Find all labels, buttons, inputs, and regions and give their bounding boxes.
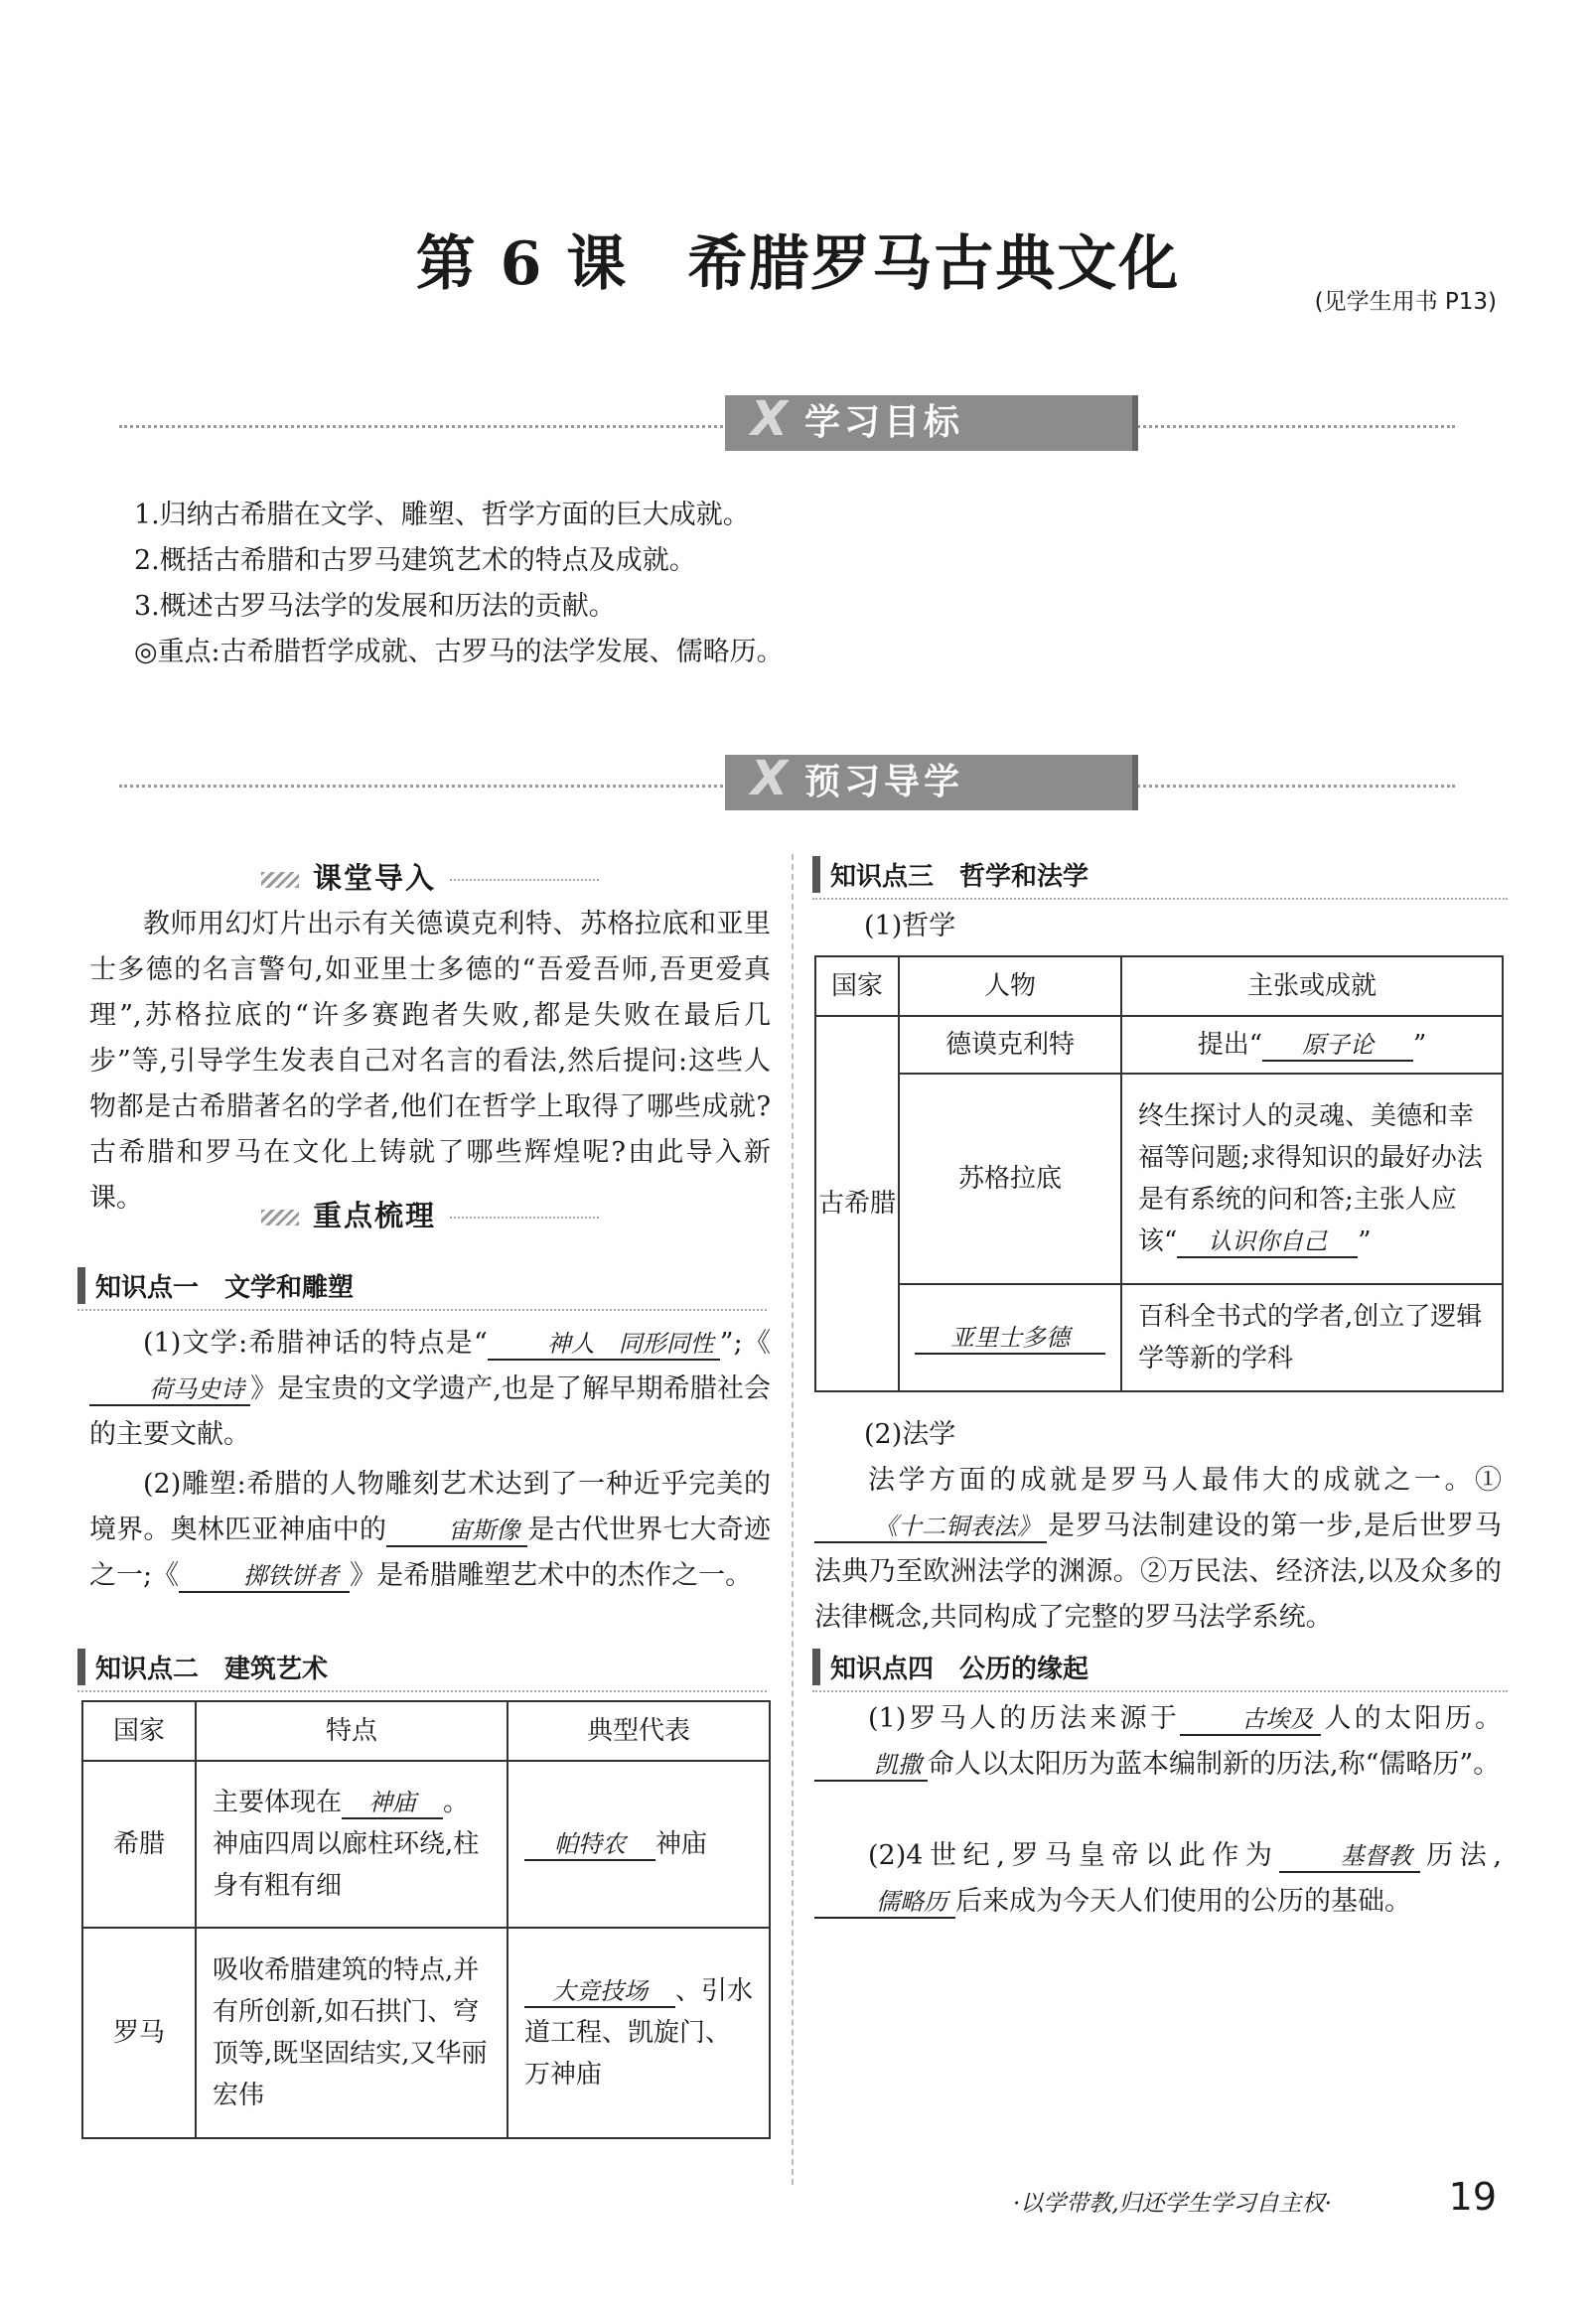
kp3-divider	[812, 898, 1508, 900]
answer-blank: 儒略历	[814, 1887, 955, 1919]
person-aristotle	[899, 1284, 1121, 1391]
law-text: 法学方面的成就是罗马人最伟大的成就之一。①《十二铜表法》 是罗马法制建设的第一步,是后世罗马法典乃至欧洲法学的渊源。②万民法、经济法,以及众多的法律概念,共同构成了完整的罗马法学系统。	[814, 1465, 1502, 1633]
header-achievement: 主张或成就	[1121, 956, 1503, 1016]
header-country: 国家	[82, 1701, 196, 1761]
banner-label: 学习目标	[804, 402, 964, 443]
kp3-heading: 知识点三 哲学和法学	[812, 856, 1088, 893]
greece-feature: 主要体现在 神庙 。神庙四周以廊柱环绕,柱身有粗有细	[196, 1761, 508, 1928]
achievement-democritus: 提出“ 原子论 ”	[1121, 1016, 1503, 1074]
achievement-aristotle: 百科全书式的学者,创立了逻辑学等新的学科	[1121, 1284, 1503, 1391]
header-country: 国家	[815, 956, 899, 1016]
lesson-title: 希腊罗马古典文化	[687, 229, 1181, 299]
kp4-heading: 知识点四 公历的缘起	[812, 1649, 1088, 1685]
answer-blank: 《十二铜表法》	[814, 1512, 1047, 1543]
banner-label: 预习导学	[804, 762, 964, 802]
answer-blank: 凯撒	[814, 1750, 928, 1782]
kp4-calendar-adoption: (2)4世纪,罗马皇帝以此作为 基督教 历法,儒略历 后来成为今天人们使用的公历的基础。	[814, 1833, 1502, 1925]
x-emblem-icon: X	[751, 391, 793, 447]
achievement-socrates: 终生探讨人的灵魂、美德和幸福等问题;求得知识的最好办法是有系统的问和答;主张人应该“ 认识你自己 ”	[1121, 1074, 1503, 1284]
answer-blank: 基督教	[1279, 1841, 1420, 1873]
answer-blank: 亚里士多德	[915, 1323, 1105, 1355]
key-emphasis: ◎重点:古希腊哲学成就、古罗马的法学发展、儒略历。	[134, 637, 784, 667]
key-points-heading: 重点梳理	[89, 1194, 771, 1234]
intro-heading: 课堂导入	[89, 856, 771, 897]
architecture-table	[81, 1700, 771, 2139]
answer-blank: 大竞技场	[524, 1976, 675, 2008]
header-representative: 典型代表	[508, 1701, 770, 1761]
answer-blank: 神庙	[342, 1788, 443, 1819]
answer-blank: 宙斯像	[386, 1515, 527, 1547]
philosophy-subheading: (1)哲学	[864, 911, 956, 941]
kp2-divider	[77, 1690, 767, 1692]
intro-text: 教师用幻灯片出示有关德谟克利特、苏格拉底和亚里士多德的名言警句,如亚里士多德的“吾爱吾师,吾更爱真理”,苏格拉底的“许多赛跑者失败,都是失败在最后几步”等,引导学生发表自己对名言的看法,然后提问:这些人物都是古希腊著名的学者,他们在哲学上取得了哪些成就?古希腊和罗马在文化上铸就了哪些辉煌呢?由此导入新课。	[89, 909, 771, 1214]
footer-motto: ·以学带教,归还学生学习自主权·	[1013, 2191, 1332, 2217]
kp1-sculpture: (2)雕塑:希腊的人物雕刻艺术达到了一种近乎完美的境界。奥林匹亚神庙中的 宙斯像 是古代世界七大奇迹之一;《 掷铁饼者 》是希腊雕塑艺术中的杰作之一。	[89, 1469, 772, 1591]
answer-blank: 神人 同形同性	[488, 1329, 720, 1361]
objective-3: 3.概述古罗马法学的发展和历法的贡献。	[134, 591, 616, 622]
kp2-heading: 知识点二 建筑艺术	[77, 1649, 328, 1685]
lesson-number: 第 6 课	[415, 229, 629, 299]
rome-representative: 大竞技场 、引水道工程、凯旋门、万神庙	[508, 1928, 770, 2138]
student-book-reference: (见学生用书 P13)	[1314, 289, 1497, 315]
country-ancient-greece: 古希腊	[815, 1016, 899, 1391]
objective-2: 2.概括古希腊和古罗马建筑艺术的特点及成就。	[134, 545, 696, 576]
answer-blank: 原子论	[1262, 1030, 1413, 1062]
kp4-divider	[812, 1690, 1508, 1692]
answer-blank: 帕特农	[524, 1829, 655, 1861]
kp1-heading: 知识点一 文学和雕塑	[77, 1267, 354, 1304]
answer-blank: 认识你自己	[1177, 1226, 1358, 1258]
kp1-literature: (1)文学:希腊神话的特点是“ 神人 同形同性 ”;《荷马史诗 》是宝贵的文学遗产,也是了解早期希腊社会的主要文献。	[89, 1328, 771, 1450]
rome-feature: 吸收希腊建筑的特点,并有所创新,如石拱门、穹顶等,既坚固结实,又华丽宏伟	[196, 1928, 508, 2138]
page-number: 19	[1448, 2175, 1497, 2219]
objective-1: 1.归纳古希腊在文学、雕塑、哲学方面的巨大成就。	[134, 500, 750, 530]
person-socrates: 苏格拉底	[899, 1074, 1121, 1284]
x-emblem-icon: X	[751, 751, 793, 806]
philosophy-table	[814, 955, 1504, 1392]
greece-representative: 帕特农 神庙	[508, 1761, 770, 1928]
answer-blank: 古埃及	[1180, 1704, 1321, 1736]
header-person: 人物	[899, 956, 1121, 1016]
answer-blank: 荷马史诗	[89, 1374, 250, 1406]
kp1-divider	[77, 1309, 767, 1311]
kp4-calendar-origin: (1)罗马人的历法来源于 古埃及 人的太阳历。凯撒 命人以太阳历为蓝本编制新的历法,称“儒略历”。	[814, 1696, 1502, 1788]
law-subheading: (2)法学	[864, 1419, 956, 1450]
answer-blank: 掷铁饼者	[179, 1561, 350, 1593]
section-banner-preview	[119, 751, 1455, 814]
section-banner-goals	[119, 391, 1455, 455]
column-divider	[792, 854, 794, 2185]
country-greece: 希腊	[82, 1761, 196, 1928]
person-democritus: 德谟克利特	[899, 1016, 1121, 1074]
header-feature: 特点	[196, 1701, 508, 1761]
country-rome: 罗马	[82, 1928, 196, 2138]
